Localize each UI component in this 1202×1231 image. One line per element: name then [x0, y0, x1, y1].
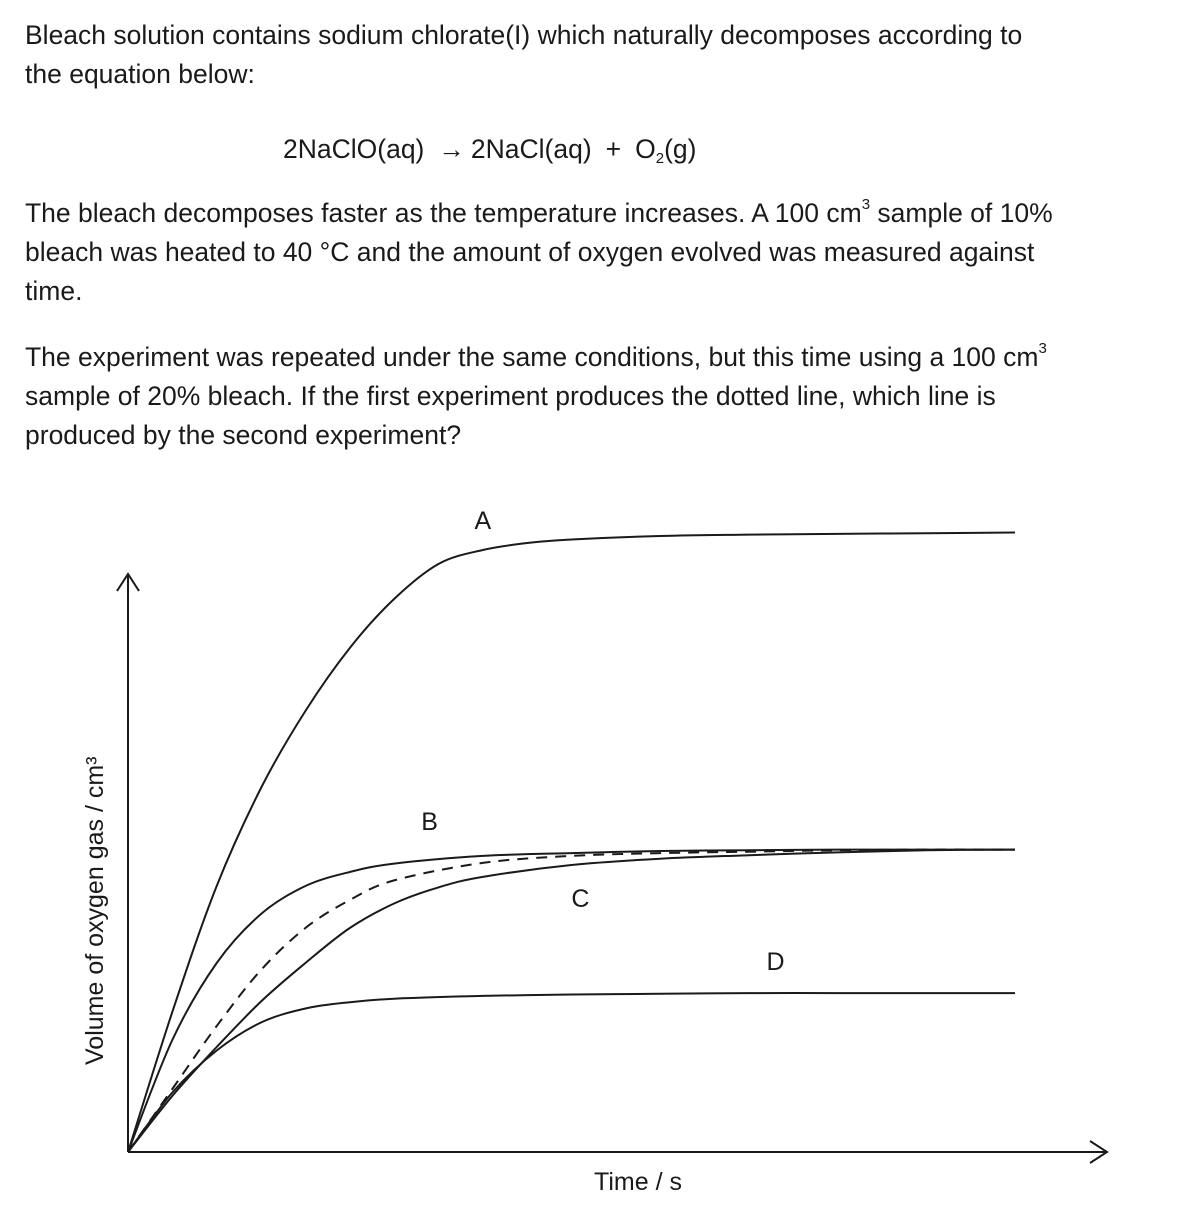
cm3-superscript-1: 3	[861, 196, 871, 213]
equation-product-1: 2NaCl(aq)	[470, 134, 592, 164]
equation-subscript: 2	[655, 150, 665, 167]
curve-label-b: B	[421, 808, 438, 836]
question-line-1: The experiment was repeated under the same conditions, but this time using a 100 cm	[25, 342, 1039, 372]
series-layer	[128, 533, 1015, 1153]
graph-axes	[117, 574, 1107, 1163]
curve-label-c: C	[571, 885, 590, 913]
conditions-line-3: time.	[25, 276, 83, 306]
intro-line-1: Bleach solution contains sodium chlorate(I) which naturally decomposes according to	[25, 20, 1023, 50]
reaction-arrow: →	[438, 134, 465, 164]
question-line-3: produced by the second experiment?	[25, 420, 462, 450]
equation-product-2: O	[635, 134, 656, 164]
equation-reactant: 2NaClO(aq)	[283, 134, 425, 164]
curve-label-d: D	[766, 948, 785, 976]
curve-labels	[421, 507, 784, 976]
question-line-2: sample of 20% bleach. If the first experiment produces the dotted line, which line is	[25, 381, 996, 411]
conditions-line-2: bleach was heated to 40 °C and the amount of oxygen evolved was measured against	[25, 237, 1035, 267]
series-line-d	[128, 993, 1015, 1152]
conditions-line-1b: sample of 10%	[870, 198, 1053, 228]
cm3-superscript-2: 3	[1038, 340, 1047, 357]
y-axis-label: Volume of oxygen gas / cm³	[81, 756, 109, 1065]
x-axis-label: Time / s	[594, 1168, 682, 1196]
curve-label-a: A	[474, 507, 492, 535]
equation-plus: +	[605, 134, 622, 164]
equation-product-2-state: (g)	[664, 134, 697, 164]
conditions-line-1a: The bleach decomposes faster as the temperature increases. A 100 cm	[25, 198, 862, 228]
intro-line-2: the equation below:	[25, 59, 255, 89]
series-line-a	[128, 533, 1015, 1153]
